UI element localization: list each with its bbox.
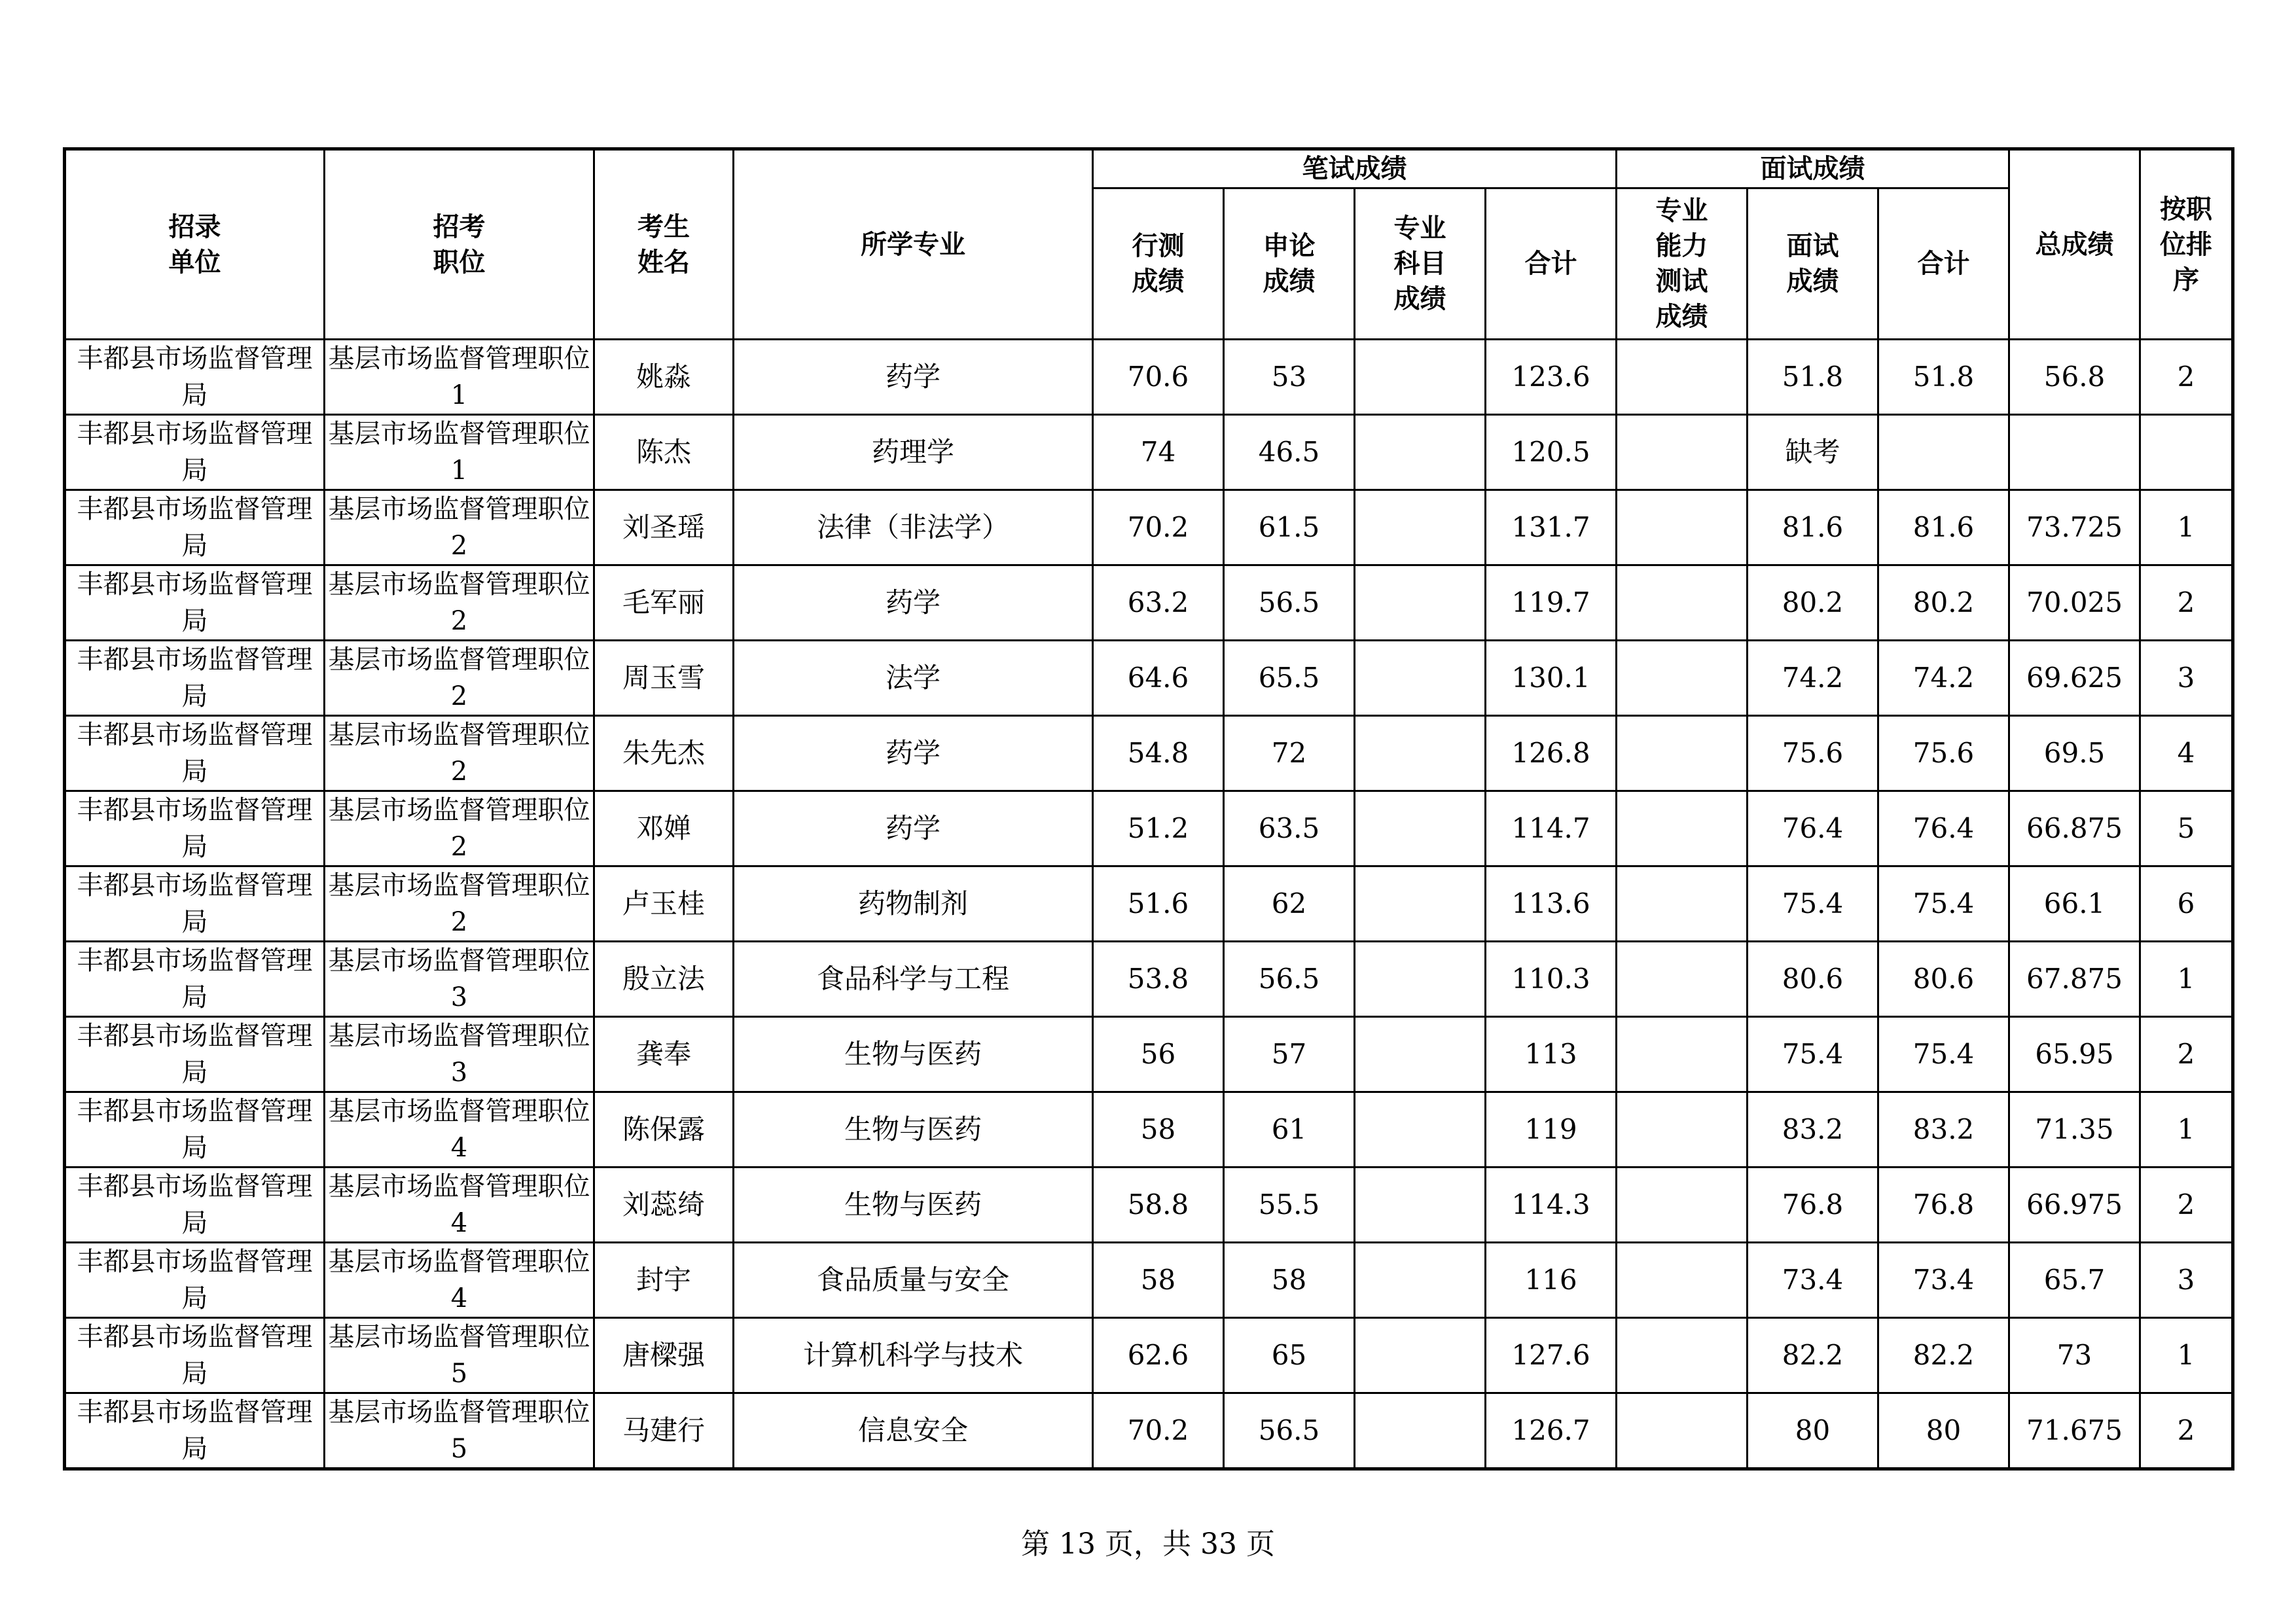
cell-interview-total: 73.4 (1878, 1243, 2009, 1318)
cell-written-xc: 54.8 (1093, 716, 1224, 791)
cell-name: 唐樑强 (594, 1318, 734, 1393)
cell-overall: 70.025 (2009, 565, 2140, 641)
cell-written-sl: 72 (1224, 716, 1355, 791)
cell-name: 卢玉桂 (594, 866, 734, 942)
cell-name: 周玉雪 (594, 641, 734, 716)
cell-interview-ability (1617, 641, 1748, 716)
cell-rank: 2 (2140, 1168, 2233, 1243)
cell-major: 药物制剂 (734, 866, 1093, 942)
table-row (65, 641, 2233, 716)
cell-interview-score: 81.6 (1748, 490, 1878, 565)
cell-overall: 67.875 (2009, 942, 2140, 1017)
cell-position: 基层市场监督管理职位5 (325, 1393, 594, 1469)
cell-written-total: 131.7 (1486, 490, 1617, 565)
cell-rank: 6 (2140, 866, 2233, 942)
cell-overall: 66.875 (2009, 791, 2140, 866)
cell-position: 基层市场监督管理职位4 (325, 1092, 594, 1168)
cell-written-zy (1355, 340, 1486, 415)
cell-written-zy (1355, 716, 1486, 791)
cell-unit: 丰都县市场监督管理局 (65, 942, 325, 1017)
cell-written-sl: 63.5 (1224, 791, 1355, 866)
header-interview-group: 面试成绩 (1617, 149, 2009, 188)
cell-written-zy (1355, 1168, 1486, 1243)
cell-unit: 丰都县市场监督管理局 (65, 1092, 325, 1168)
cell-rank: 2 (2140, 340, 2233, 415)
cell-unit: 丰都县市场监督管理局 (65, 340, 325, 415)
cell-interview-total: 75.4 (1878, 866, 2009, 942)
cell-rank: 1 (2140, 1092, 2233, 1168)
cell-interview-score: 80 (1748, 1393, 1878, 1469)
cell-written-sl: 61.5 (1224, 490, 1355, 565)
cell-position: 基层市场监督管理职位4 (325, 1168, 594, 1243)
cell-name: 毛军丽 (594, 565, 734, 641)
cell-unit: 丰都县市场监督管理局 (65, 1168, 325, 1243)
cell-interview-total: 80.2 (1878, 565, 2009, 641)
table-row (65, 415, 2233, 490)
cell-unit: 丰都县市场监督管理局 (65, 565, 325, 641)
cell-rank: 3 (2140, 1243, 2233, 1318)
page-number-footer: 第 13 页，共 33 页 (1021, 1527, 1275, 1561)
cell-written-zy (1355, 565, 1486, 641)
cell-written-zy (1355, 866, 1486, 942)
cell-interview-score: 80.6 (1748, 942, 1878, 1017)
cell-written-total: 120.5 (1486, 415, 1617, 490)
cell-unit: 丰都县市场监督管理局 (65, 791, 325, 866)
cell-written-total: 119 (1486, 1092, 1617, 1168)
header-interview-total: 合计 (1878, 188, 2009, 340)
table-row (65, 565, 2233, 641)
header-written-group: 笔试成绩 (1093, 149, 1617, 188)
header-interview-score: 面试 成绩 (1748, 188, 1878, 340)
cell-major: 计算机科学与技术 (734, 1318, 1093, 1393)
cell-written-xc: 70.2 (1093, 490, 1224, 565)
cell-position: 基层市场监督管理职位2 (325, 565, 594, 641)
cell-rank: 1 (2140, 942, 2233, 1017)
cell-rank: 4 (2140, 716, 2233, 791)
cell-rank (2140, 415, 2233, 490)
cell-written-xc: 51.2 (1093, 791, 1224, 866)
table-row (65, 1243, 2233, 1318)
cell-position: 基层市场监督管理职位2 (325, 866, 594, 942)
cell-interview-ability (1617, 1318, 1748, 1393)
cell-interview-total: 74.2 (1878, 641, 2009, 716)
header-written-total: 合计 (1486, 188, 1617, 340)
cell-major: 法律（非法学） (734, 490, 1093, 565)
header-rank: 按职 位排 序 (2140, 149, 2233, 340)
cell-written-sl: 56.5 (1224, 565, 1355, 641)
cell-interview-score: 75.4 (1748, 866, 1878, 942)
cell-overall: 71.35 (2009, 1092, 2140, 1168)
table-row (65, 340, 2233, 415)
header-major: 所学专业 (734, 149, 1093, 340)
cell-written-total: 113 (1486, 1017, 1617, 1092)
cell-interview-score: 74.2 (1748, 641, 1878, 716)
table-row (65, 1168, 2233, 1243)
cell-written-total: 126.7 (1486, 1393, 1617, 1469)
header-written-xc: 行测 成绩 (1093, 188, 1224, 340)
cell-written-total: 123.6 (1486, 340, 1617, 415)
cell-rank: 5 (2140, 791, 2233, 866)
cell-rank: 1 (2140, 490, 2233, 565)
table-row (65, 1318, 2233, 1393)
cell-interview-ability (1617, 415, 1748, 490)
cell-interview-score: 51.8 (1748, 340, 1878, 415)
cell-written-xc: 56 (1093, 1017, 1224, 1092)
cell-major: 食品科学与工程 (734, 942, 1093, 1017)
cell-written-sl: 56.5 (1224, 1393, 1355, 1469)
cell-written-zy (1355, 1318, 1486, 1393)
cell-interview-total: 75.4 (1878, 1017, 2009, 1092)
cell-written-zy (1355, 791, 1486, 866)
cell-interview-ability (1617, 565, 1748, 641)
cell-name: 刘圣瑶 (594, 490, 734, 565)
header-written-zy: 专业 科目 成绩 (1355, 188, 1486, 340)
cell-overall: 66.975 (2009, 1168, 2140, 1243)
cell-interview-ability (1617, 340, 1748, 415)
cell-written-total: 126.8 (1486, 716, 1617, 791)
header-overall: 总成绩 (2009, 149, 2140, 340)
header-written-sl: 申论 成绩 (1224, 188, 1355, 340)
cell-major: 生物与医药 (734, 1092, 1093, 1168)
cell-interview-score: 76.8 (1748, 1168, 1878, 1243)
cell-position: 基层市场监督管理职位2 (325, 490, 594, 565)
cell-unit: 丰都县市场监督管理局 (65, 1243, 325, 1318)
cell-unit: 丰都县市场监督管理局 (65, 1393, 325, 1469)
cell-overall: 69.625 (2009, 641, 2140, 716)
cell-interview-score: 80.2 (1748, 565, 1878, 641)
cell-position: 基层市场监督管理职位1 (325, 415, 594, 490)
cell-rank: 2 (2140, 1393, 2233, 1469)
cell-written-xc: 51.6 (1093, 866, 1224, 942)
table-row (65, 490, 2233, 565)
cell-written-zy (1355, 1393, 1486, 1469)
cell-interview-total: 80.6 (1878, 942, 2009, 1017)
cell-name: 姚淼 (594, 340, 734, 415)
cell-written-xc: 62.6 (1093, 1318, 1224, 1393)
cell-written-xc: 70.6 (1093, 340, 1224, 415)
cell-overall: 65.95 (2009, 1017, 2140, 1092)
cell-unit: 丰都县市场监督管理局 (65, 866, 325, 942)
cell-written-sl: 46.5 (1224, 415, 1355, 490)
cell-rank: 2 (2140, 1017, 2233, 1092)
cell-written-total: 114.7 (1486, 791, 1617, 866)
cell-major: 法学 (734, 641, 1093, 716)
cell-interview-total (1878, 415, 2009, 490)
cell-interview-total: 83.2 (1878, 1092, 2009, 1168)
table-row (65, 1393, 2233, 1469)
cell-unit: 丰都县市场监督管理局 (65, 716, 325, 791)
cell-name: 朱先杰 (594, 716, 734, 791)
cell-interview-total: 51.8 (1878, 340, 2009, 415)
cell-interview-ability (1617, 791, 1748, 866)
cell-written-sl: 65.5 (1224, 641, 1355, 716)
cell-written-total: 114.3 (1486, 1168, 1617, 1243)
cell-written-total: 116 (1486, 1243, 1617, 1318)
cell-interview-ability (1617, 716, 1748, 791)
cell-position: 基层市场监督管理职位1 (325, 340, 594, 415)
cell-written-sl: 55.5 (1224, 1168, 1355, 1243)
cell-written-total: 110.3 (1486, 942, 1617, 1017)
cell-written-zy (1355, 1243, 1486, 1318)
cell-interview-ability (1617, 1393, 1748, 1469)
cell-major: 药学 (734, 716, 1093, 791)
cell-overall: 73 (2009, 1318, 2140, 1393)
cell-overall: 71.675 (2009, 1393, 2140, 1469)
cell-unit: 丰都县市场监督管理局 (65, 490, 325, 565)
cell-rank: 2 (2140, 565, 2233, 641)
cell-written-xc: 53.8 (1093, 942, 1224, 1017)
cell-overall: 73.725 (2009, 490, 2140, 565)
cell-written-total: 130.1 (1486, 641, 1617, 716)
cell-interview-total: 76.8 (1878, 1168, 2009, 1243)
cell-name: 邓婵 (594, 791, 734, 866)
cell-position: 基层市场监督管理职位5 (325, 1318, 594, 1393)
cell-written-zy (1355, 641, 1486, 716)
cell-name: 刘蕊绮 (594, 1168, 734, 1243)
cell-major: 药学 (734, 565, 1093, 641)
cell-written-sl: 58 (1224, 1243, 1355, 1318)
cell-major: 药理学 (734, 415, 1093, 490)
cell-interview-score: 缺考 (1748, 415, 1878, 490)
cell-position: 基层市场监督管理职位2 (325, 716, 594, 791)
table-row (65, 791, 2233, 866)
cell-interview-ability (1617, 1243, 1748, 1318)
cell-written-sl: 65 (1224, 1318, 1355, 1393)
cell-written-zy (1355, 1017, 1486, 1092)
cell-rank: 3 (2140, 641, 2233, 716)
header-position: 招考 职位 (325, 149, 594, 340)
cell-written-zy (1355, 490, 1486, 565)
table-row (65, 1017, 2233, 1092)
table-row (65, 716, 2233, 791)
cell-interview-score: 83.2 (1748, 1092, 1878, 1168)
cell-unit: 丰都县市场监督管理局 (65, 1017, 325, 1092)
cell-interview-score: 75.6 (1748, 716, 1878, 791)
cell-major: 生物与医药 (734, 1168, 1093, 1243)
cell-written-xc: 58 (1093, 1092, 1224, 1168)
cell-overall (2009, 415, 2140, 490)
cell-major: 食品质量与安全 (734, 1243, 1093, 1318)
cell-overall: 65.7 (2009, 1243, 2140, 1318)
cell-interview-score: 75.4 (1748, 1017, 1878, 1092)
cell-position: 基层市场监督管理职位4 (325, 1243, 594, 1318)
cell-interview-total: 76.4 (1878, 791, 2009, 866)
cell-name: 陈杰 (594, 415, 734, 490)
cell-written-xc: 70.2 (1093, 1393, 1224, 1469)
header-unit: 招录 单位 (65, 149, 325, 340)
cell-interview-ability (1617, 490, 1748, 565)
cell-interview-ability (1617, 866, 1748, 942)
cell-position: 基层市场监督管理职位3 (325, 1017, 594, 1092)
cell-interview-total: 81.6 (1878, 490, 2009, 565)
cell-written-total: 119.7 (1486, 565, 1617, 641)
cell-unit: 丰都县市场监督管理局 (65, 641, 325, 716)
cell-interview-score: 73.4 (1748, 1243, 1878, 1318)
cell-interview-ability (1617, 942, 1748, 1017)
cell-major: 信息安全 (734, 1393, 1093, 1469)
cell-written-sl: 53 (1224, 340, 1355, 415)
header-interview-ability: 专业 能力 测试 成绩 (1617, 188, 1748, 340)
cell-written-zy (1355, 415, 1486, 490)
cell-interview-ability (1617, 1092, 1748, 1168)
cell-written-sl: 62 (1224, 866, 1355, 942)
cell-major: 药学 (734, 791, 1093, 866)
cell-name: 陈保露 (594, 1092, 734, 1168)
cell-interview-total: 82.2 (1878, 1318, 2009, 1393)
cell-major: 药学 (734, 340, 1093, 415)
cell-overall: 69.5 (2009, 716, 2140, 791)
cell-interview-total: 80 (1878, 1393, 2009, 1469)
table-row (65, 1092, 2233, 1168)
cell-name: 殷立法 (594, 942, 734, 1017)
cell-interview-total: 75.6 (1878, 716, 2009, 791)
cell-interview-score: 76.4 (1748, 791, 1878, 866)
cell-written-sl: 56.5 (1224, 942, 1355, 1017)
score-table-body (65, 340, 2233, 1469)
cell-written-sl: 57 (1224, 1017, 1355, 1092)
cell-rank: 1 (2140, 1318, 2233, 1393)
cell-written-xc: 58 (1093, 1243, 1224, 1318)
cell-name: 马建行 (594, 1393, 734, 1469)
cell-written-xc: 63.2 (1093, 565, 1224, 641)
cell-interview-ability (1617, 1168, 1748, 1243)
cell-overall: 56.8 (2009, 340, 2140, 415)
cell-written-xc: 64.6 (1093, 641, 1224, 716)
cell-written-zy (1355, 942, 1486, 1017)
cell-interview-ability (1617, 1017, 1748, 1092)
cell-unit: 丰都县市场监督管理局 (65, 1318, 325, 1393)
cell-written-total: 113.6 (1486, 866, 1617, 942)
cell-written-xc: 58.8 (1093, 1168, 1224, 1243)
cell-position: 基层市场监督管理职位2 (325, 791, 594, 866)
cell-interview-score: 82.2 (1748, 1318, 1878, 1393)
score-table (63, 147, 2234, 1471)
cell-unit: 丰都县市场监督管理局 (65, 415, 325, 490)
table-row (65, 866, 2233, 942)
cell-major: 生物与医药 (734, 1017, 1093, 1092)
header-name: 考生 姓名 (594, 149, 734, 340)
cell-name: 龚奉 (594, 1017, 734, 1092)
cell-written-zy (1355, 1092, 1486, 1168)
cell-written-sl: 61 (1224, 1092, 1355, 1168)
table-row (65, 942, 2233, 1017)
cell-written-total: 127.6 (1486, 1318, 1617, 1393)
cell-overall: 66.1 (2009, 866, 2140, 942)
cell-written-xc: 74 (1093, 415, 1224, 490)
cell-position: 基层市场监督管理职位2 (325, 641, 594, 716)
cell-name: 封宇 (594, 1243, 734, 1318)
cell-position: 基层市场监督管理职位3 (325, 942, 594, 1017)
